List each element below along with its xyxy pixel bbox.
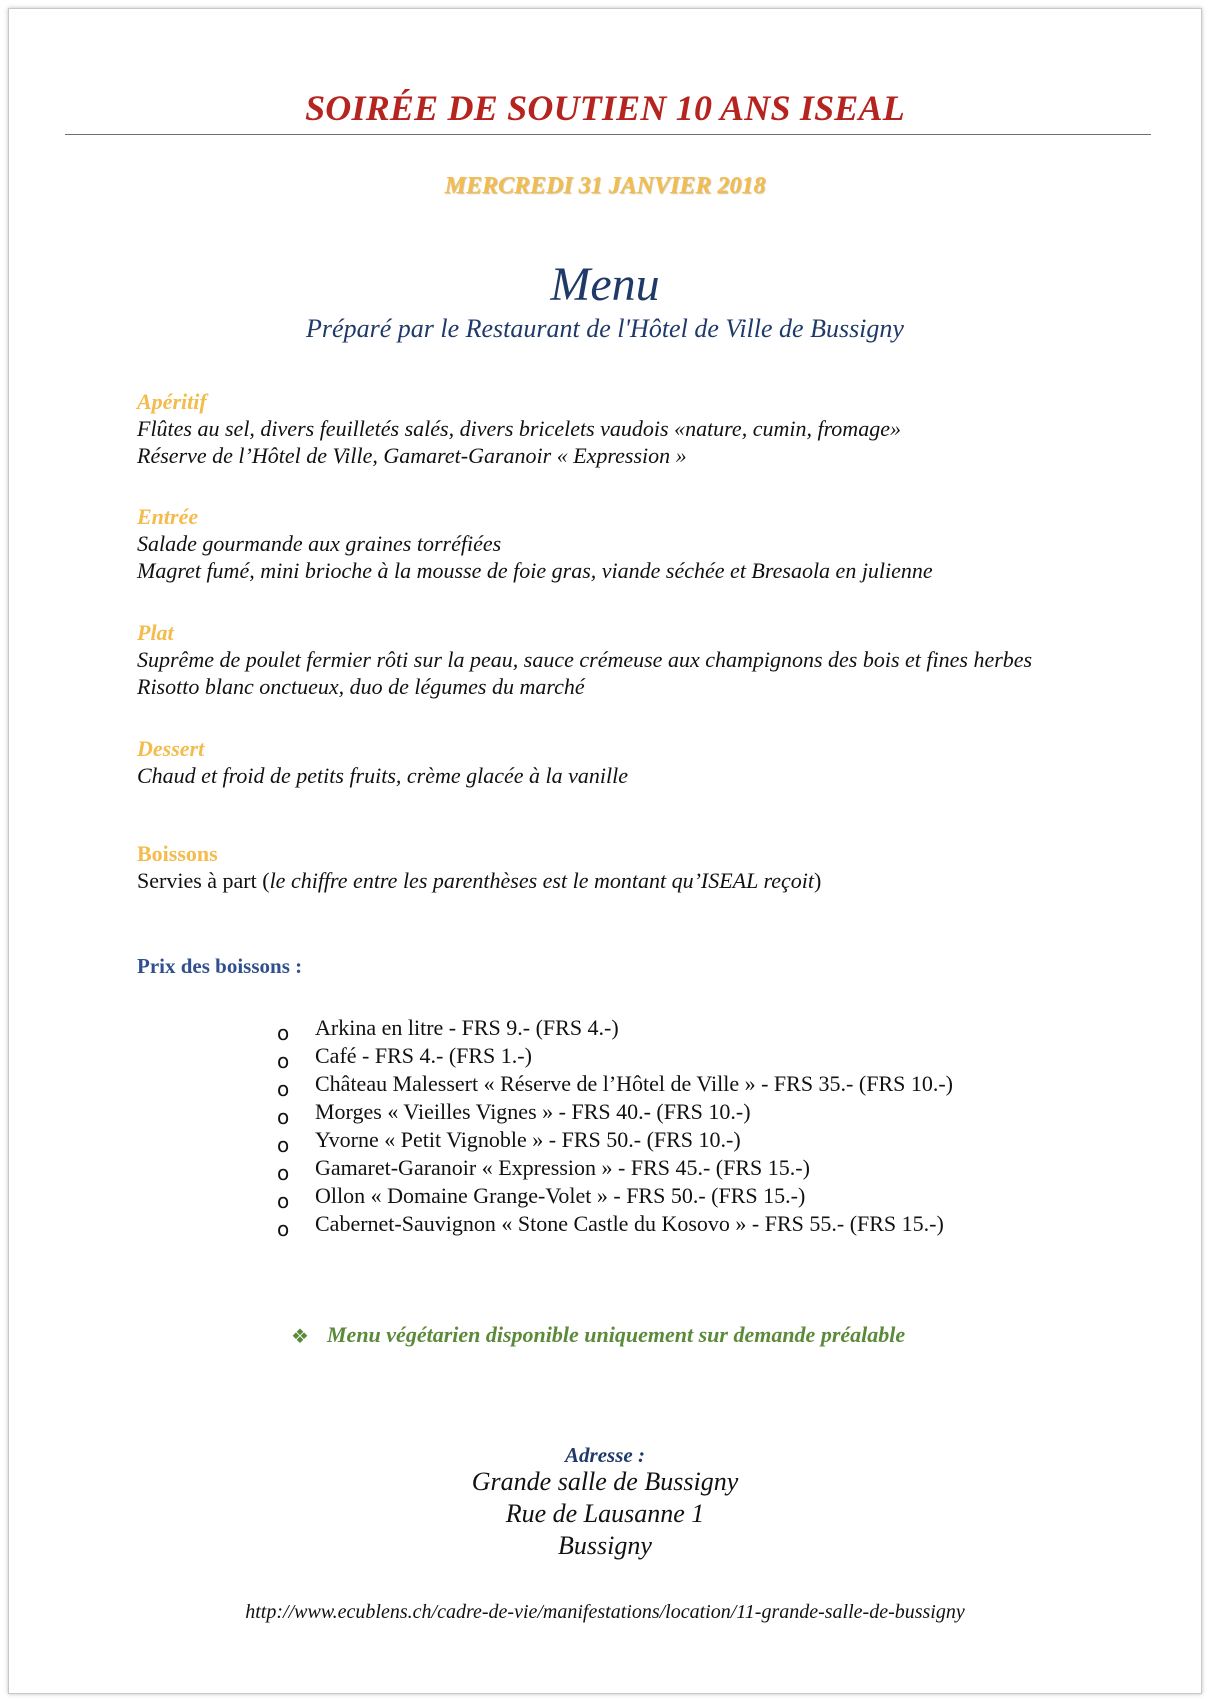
title-underline	[65, 134, 1151, 135]
address-line: Bussigny	[558, 1531, 652, 1560]
section-line: Suprême de poulet fermier rôti sur la peau, sauce crémeuse aux champignons des bois et fines herbes	[137, 647, 1033, 672]
section-title-boissons: Boissons	[137, 841, 218, 866]
section-line: Magret fumé, mini brioche à la mousse de foie gras, viande séchée et Bresaola en julienne	[137, 558, 933, 583]
section-title-entree: Entrée	[137, 504, 199, 529]
event-date: MERCREDI 31 JANVIER 2018	[444, 173, 766, 199]
section-line: Risotto blanc onctueux, duo de légumes du marché	[137, 674, 585, 699]
bullet-icon: o	[277, 1161, 290, 1185]
drink-item: Yvorne « Petit Vignoble » - FRS 50.- (FRS 10.-)	[315, 1127, 741, 1152]
section-line: Flûtes au sel, divers feuilletés salés, divers bricelets vaudois «nature, cumin, fromage»	[137, 416, 901, 441]
section-line: Chaud et froid de petits fruits, crème glacée à la vanille	[137, 763, 629, 788]
prices-title: Prix des boissons :	[137, 954, 303, 978]
document-page	[8, 8, 1202, 1694]
address-line: Rue de Lausanne 1	[505, 1499, 705, 1528]
section-line: Réserve de l’Hôtel de Ville, Gamaret-Garanoir « Expression »	[137, 443, 687, 468]
drink-item: Gamaret-Garanoir « Expression » - FRS 45.- (FRS 15.-)	[315, 1155, 810, 1180]
boissons-intro	[137, 868, 821, 894]
menu-subheading: Préparé par le Restaurant de l'Hôtel de Ville de Bussigny	[306, 314, 904, 343]
address-line: Grande salle de Bussigny	[471, 1467, 739, 1496]
bullet-icon: o	[277, 1105, 290, 1129]
address-title: Adresse :	[565, 1443, 645, 1467]
menu-heading: Menu	[550, 258, 660, 311]
bullet-icon: o	[277, 1189, 290, 1213]
drink-item: Cabernet-Sauvignon « Stone Castle du Kosovo » - FRS 55.- (FRS 15.-)	[315, 1211, 944, 1236]
diamond-ornament-icon: ❖	[291, 1324, 309, 1348]
bullet-icon: o	[277, 1217, 290, 1241]
section-line: Salade gourmande aux graines torréfiées	[137, 531, 502, 556]
drink-item: Ollon « Domaine Grange-Volet » - FRS 50.- (FRS 15.-)	[315, 1183, 806, 1208]
drink-item: Café - FRS 4.- (FRS 1.-)	[315, 1043, 532, 1068]
event-title: SOIRÉE DE SOUTIEN 10 ANS ISEAL	[305, 88, 905, 128]
bullet-icon: o	[277, 1077, 290, 1101]
drink-item: Arkina en litre - FRS 9.- (FRS 4.-)	[315, 1015, 619, 1040]
bullet-icon: o	[277, 1021, 290, 1045]
boissons-intro-close: )	[813, 868, 822, 893]
boissons-intro-plain: Servies à part (	[137, 868, 270, 893]
drink-item: Château Malessert « Réserve de l’Hôtel de Ville » - FRS 35.- (FRS 10.-)	[315, 1071, 953, 1096]
venue-url: http://www.ecublens.ch/cadre-de-vie/manifestations/location/11-grande-salle-de-bussigny	[245, 1601, 965, 1623]
drink-item: Morges « Vieilles Vignes » - FRS 40.- (FRS 10.-)	[315, 1099, 751, 1124]
section-title-dessert: Dessert	[137, 736, 205, 761]
boissons-intro-italic: le chiffre entre les parenthèses est le montant qu’ISEAL reçoit	[269, 868, 814, 893]
section-title-aperitif: Apéritif	[137, 389, 207, 414]
section-title-plat: Plat	[137, 620, 174, 645]
bullet-icon: o	[277, 1133, 290, 1157]
vegetarian-note: Menu végétarien disponible uniquement sur demande préalable	[327, 1322, 906, 1347]
bullet-icon: o	[277, 1049, 290, 1073]
